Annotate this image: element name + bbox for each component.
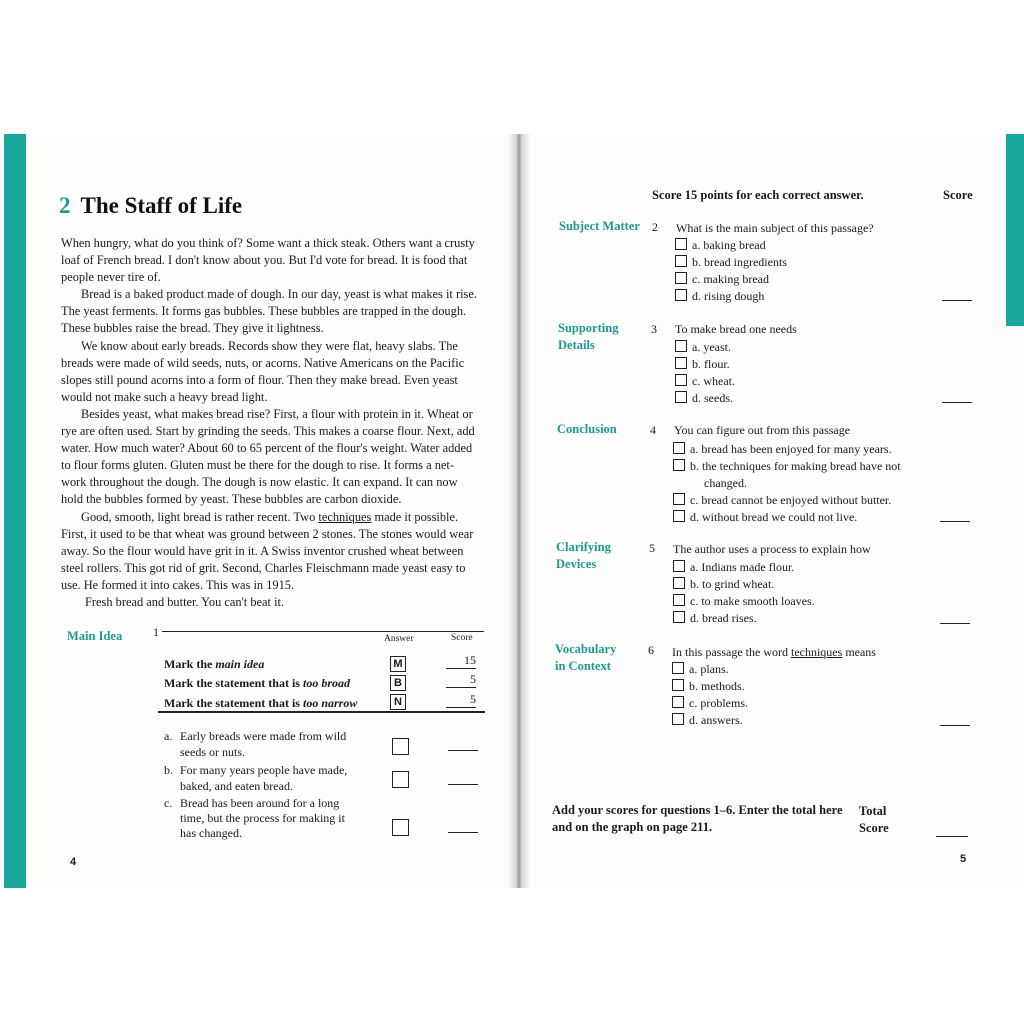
option-label: c. making bread: [692, 272, 769, 286]
option-checkbox[interactable]: [672, 662, 684, 674]
statement-a: [164, 728, 346, 760]
passage-line: away. So the flour would have grit in it. A Swiss inventor crushed wheat between: [61, 543, 464, 558]
statement-letter: c.: [164, 796, 173, 810]
option[interactable]: [673, 593, 815, 610]
score-column-header: Score: [943, 188, 973, 202]
option-checkbox[interactable]: [675, 255, 687, 267]
mark-row-text: Mark the statement that is: [164, 676, 303, 690]
passage-line: breads were made of wild seeds, nuts, or acorns. Native Americans on the Pacific: [61, 355, 465, 370]
passage-line: to flour forms gluten. Gluten must be there for the dough to rise. It forms a net-: [61, 458, 454, 473]
statement-letter: b.: [164, 763, 173, 777]
options-q2: [675, 237, 787, 305]
question-number: 4: [650, 423, 656, 437]
answer-letter: N: [390, 694, 406, 710]
option-checkbox[interactable]: [673, 577, 685, 589]
main-idea-divider: [158, 711, 485, 713]
passage-line: Fresh bread and butter. You can't beat it.: [85, 594, 285, 609]
option-label: c. problems.: [689, 696, 748, 710]
mark-row: [164, 676, 350, 691]
option-checkbox[interactable]: [675, 391, 687, 403]
option-label: b. methods.: [689, 679, 745, 693]
q5-score-blank[interactable]: [940, 623, 970, 624]
question-text-start: In this passage the word: [672, 645, 791, 659]
option[interactable]: [672, 695, 748, 712]
passage-line: would not make such a heavy bread light.: [61, 389, 268, 404]
left-accent-tab: [4, 134, 26, 888]
statement-a-score-blank[interactable]: [448, 750, 478, 751]
mark-row-emphasis: too broad: [302, 676, 350, 690]
page-number-right: 5: [960, 853, 967, 865]
question-number: 5: [649, 541, 655, 555]
passage-line-start: Good, smooth, light bread is rather recent. Two: [81, 509, 319, 524]
option-label: d. seeds.: [692, 391, 733, 405]
mark-row-text: Mark the: [164, 657, 216, 671]
option-label: c. wheat.: [692, 374, 735, 388]
option-label: a. yeast.: [692, 340, 731, 354]
score-value: 15: [446, 653, 476, 669]
score-value: 5: [446, 672, 476, 688]
option-continuation: changed.: [704, 476, 747, 490]
option-checkbox[interactable]: [675, 374, 687, 386]
option[interactable]: [672, 712, 748, 729]
option-label: b. the techniques for making bread have not: [690, 459, 901, 473]
option-label: d. without bread we could not live.: [690, 510, 858, 524]
option-checkbox[interactable]: [675, 238, 687, 250]
options-q5: [673, 559, 815, 627]
answer-box-n[interactable]: [390, 692, 406, 710]
q3-score-blank[interactable]: [942, 402, 972, 403]
option-checkbox[interactable]: [673, 611, 685, 623]
options-q3: [675, 339, 735, 407]
passage-line: slopes still pound acorns into a form of flour. Then they make bread. Even yeast: [61, 372, 458, 387]
statement-b: [164, 762, 347, 794]
option-checkbox[interactable]: [673, 442, 685, 454]
options-q6: [672, 661, 748, 729]
option[interactable]: [675, 390, 735, 407]
statement-line: time, but the process for making it: [180, 811, 345, 825]
passage-line: steel rollers. This got rid of grit. Second, Charles Fleischmann made yeast easy to: [61, 560, 466, 575]
option[interactable]: [673, 458, 901, 475]
skill-label-line: Subject Matter: [559, 219, 640, 233]
statement-c: [164, 796, 345, 841]
option-checkbox[interactable]: [675, 340, 687, 352]
passage-line: Bread is a baked product made of dough. In our day, yeast is what makes it rise.: [81, 287, 477, 302]
question-text: [672, 645, 876, 660]
option[interactable]: [675, 271, 787, 288]
passage-line: water. How much water? About 60 to 65 percent of the flour's weight. Water added: [61, 441, 473, 456]
option-label: d. rising dough: [692, 289, 765, 303]
chapter-number: 2: [59, 193, 71, 218]
question-number: 3: [651, 322, 657, 336]
answer-letter: B: [390, 675, 406, 691]
book-gutter: [508, 134, 530, 888]
option-label: a. plans.: [689, 662, 729, 676]
passage-line: We know about early breads. Records show they were flat, heavy slabs. The: [81, 338, 458, 353]
skill-label-subject-matter: [559, 218, 640, 235]
mark-row-text: Mark the statement that is: [164, 696, 303, 710]
option-checkbox[interactable]: [673, 510, 685, 522]
option[interactable]: [675, 339, 735, 356]
total-line: Add your scores for questions 1–6. Enter the total here: [552, 803, 843, 817]
skill-label-line: in Context: [555, 659, 611, 673]
total-label-line: Total: [859, 804, 887, 818]
option-checkbox[interactable]: [673, 459, 685, 471]
answer-box-b[interactable]: [390, 673, 406, 691]
option-checkbox[interactable]: [673, 560, 685, 572]
passage: [61, 235, 481, 611]
option-label: a. Indians made flour.: [690, 560, 795, 574]
option[interactable]: [673, 441, 901, 458]
option-checkbox[interactable]: [675, 357, 687, 369]
question-number: 6: [648, 643, 654, 657]
chapter-title: The Staff of Life: [80, 193, 243, 218]
q4-score-blank[interactable]: [940, 521, 970, 522]
option-checkbox[interactable]: [675, 289, 687, 301]
option-label: d. answers.: [689, 713, 743, 727]
statement-line: For many years people have made,: [180, 763, 348, 777]
passage-line: work throughout the dough. The dough is now elastic. It can expand. It can now: [61, 475, 458, 490]
option[interactable]: [673, 559, 815, 576]
skill-label-line: Vocabulary: [555, 642, 617, 656]
statement-line: Bread has been around for a long: [180, 796, 340, 810]
question-number: 1: [153, 625, 159, 639]
mark-row: [164, 696, 357, 711]
passage-line: These bubbles raise the bread. They give it lightness.: [61, 321, 324, 336]
skill-label-clarifying-devices: [556, 539, 611, 573]
passage-line-end: made it possible.: [371, 509, 459, 524]
statement-c-checkbox[interactable]: [392, 819, 409, 836]
skill-label-line: Conclusion: [557, 422, 617, 436]
statement-line: Early breads were made from wild: [180, 729, 347, 743]
answer-letter: M: [390, 656, 406, 672]
question-text-end: means: [842, 645, 876, 659]
passage-line: use. He formed it into cakes. This was in 1915.: [61, 577, 295, 592]
option[interactable]: [673, 509, 901, 526]
question-text: What is the main subject of this passage?: [676, 221, 874, 235]
passage-line: When hungry, what do you think of? Some want a thick steak. Others want a crusty: [61, 236, 475, 250]
skill-label-line: Devices: [556, 557, 597, 571]
passage-line: hold the bubbles formed by yeast. These bubbles are carbon dioxide.: [61, 492, 402, 507]
option[interactable]: [675, 237, 787, 254]
total-score-blank[interactable]: [936, 836, 968, 837]
option-checkbox[interactable]: [673, 594, 685, 606]
option[interactable]: [673, 576, 815, 593]
answer-header: Answer: [384, 634, 414, 644]
option-checkbox[interactable]: [672, 713, 684, 725]
skill-label-line: Clarifying: [556, 540, 611, 554]
option[interactable]: [675, 373, 735, 390]
statement-b-score-blank[interactable]: [448, 784, 478, 785]
mark-row-emphasis: too narrow: [302, 696, 358, 710]
options-q4: [673, 441, 901, 526]
option-checkbox[interactable]: [675, 272, 687, 284]
passage-line: loaf of French bread. I don't know about you. But I'd vote for bread. It is food that: [61, 253, 468, 268]
option-label: b. to grind wheat.: [690, 577, 775, 591]
chapter-heading: [59, 193, 242, 219]
q6-score-blank[interactable]: [940, 725, 970, 726]
passage-line: Besides yeast, what makes bread rise? First, a flour with protein in it. Wheat or: [81, 406, 473, 421]
mark-row: [164, 657, 264, 672]
statement-letter: a.: [164, 729, 173, 743]
option-label: b. bread ingredients: [692, 255, 787, 269]
option[interactable]: [673, 610, 815, 627]
passage-line: [61, 509, 481, 526]
total-instructions: [552, 802, 843, 836]
score-header: Score: [451, 633, 473, 643]
skill-label-line: Details: [558, 338, 595, 352]
main-idea-label: Main Idea: [67, 629, 123, 643]
passage-line: First, it used to be that wheat was ground between 2 stones. The stones would wear: [61, 526, 474, 541]
option[interactable]: [672, 661, 748, 678]
question-text: To make bread one needs: [675, 322, 797, 336]
option[interactable]: [675, 254, 787, 271]
statement-b-checkbox[interactable]: [392, 771, 409, 788]
answer-box-m[interactable]: [390, 654, 406, 672]
main-idea-rule: [162, 631, 484, 632]
option-label: d. bread rises.: [690, 611, 757, 625]
total-score-label: [859, 803, 889, 837]
option[interactable]: [672, 678, 748, 695]
passage-line: The yeast ferments. It forms gas bubbles. These bubbles are trapped in the dough.: [61, 304, 467, 319]
question-underlined-word: techniques: [790, 645, 843, 659]
passage-line: people never tire of.: [61, 270, 161, 285]
skill-label-line: Supporting: [558, 321, 619, 335]
skill-label-supporting-details: [558, 320, 618, 354]
option[interactable]: [675, 288, 787, 305]
q2-score-blank[interactable]: [942, 300, 972, 301]
total-line: and on the graph on page 211.: [552, 820, 713, 834]
statement-line: baked, and eaten bread.: [180, 779, 293, 793]
option-label: b. flour.: [692, 357, 730, 371]
total-label-line: Score: [859, 821, 889, 835]
option-label: a. baking bread: [692, 238, 766, 252]
option[interactable]: [675, 356, 735, 373]
question-number: 2: [652, 220, 658, 234]
statement-c-score-blank[interactable]: [448, 832, 478, 833]
mark-row-emphasis: main idea: [215, 657, 265, 671]
page-number-left: 4: [70, 856, 77, 868]
option[interactable]: [673, 492, 901, 509]
skill-label-vocabulary: [555, 641, 616, 675]
statement-line: seeds or nuts.: [180, 745, 245, 759]
underlined-word: techniques: [318, 509, 372, 524]
question-text: You can figure out from this passage: [674, 423, 851, 437]
option-checkbox[interactable]: [672, 679, 684, 691]
option-checkbox[interactable]: [672, 696, 684, 708]
score-value: 5: [446, 692, 476, 708]
option-label: c. bread cannot be enjoyed without butter.: [690, 493, 892, 507]
option-label: c. to make smooth loaves.: [690, 594, 815, 608]
statement-line: has changed.: [180, 826, 242, 840]
passage-line: rye are often used. Start by grinding the seeds. This makes a coarse flour. Next, add: [61, 424, 475, 439]
option-checkbox[interactable]: [673, 493, 685, 505]
right-accent-tab: [1006, 134, 1024, 326]
skill-label-conclusion: [557, 421, 617, 438]
score-instructions: Score 15 points for each correct answer.: [652, 188, 864, 202]
option-label: a. bread has been enjoyed for many years.: [690, 442, 892, 456]
question-text: The author uses a process to explain how: [673, 542, 871, 556]
statement-a-checkbox[interactable]: [392, 738, 409, 755]
